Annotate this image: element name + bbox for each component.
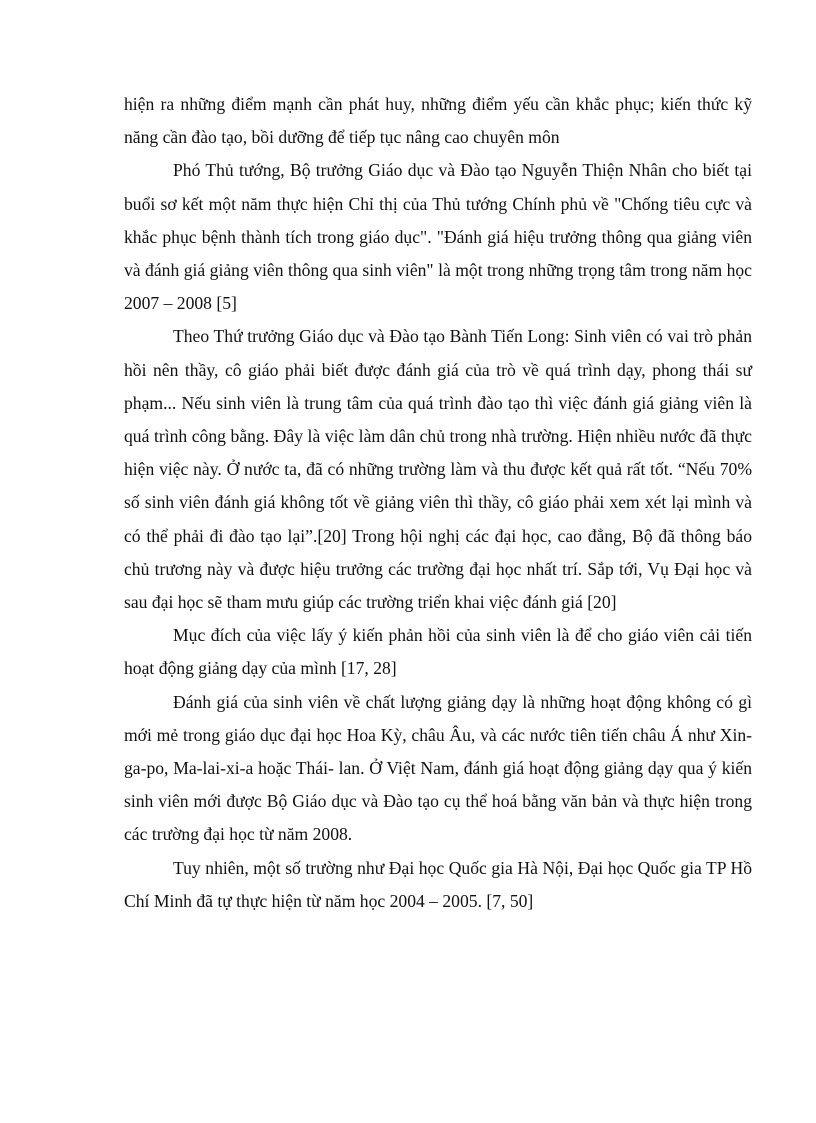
paragraph-vnu: Tuy nhiên, một số trường như Đại học Quốc gia Hà Nội, Đại học Quốc gia TP Hồ Chí Minh đã tự thực hiện từ năm học 2004 – 2005. [7, 50]	[124, 857, 752, 911]
paragraph-nguyen-thien-nhan: Phó Thủ tướng, Bộ trưởng Giáo dục và Đào tạo Nguyễn Thiện Nhân cho biết tại buổi sơ kết một năm thực hiện Chỉ thị của Thủ tướng Chính phủ về "Chống tiêu cực và khắc phục bệnh thành tích trong giáo dục". "Đánh giá hiệu trưởng thông qua giảng viên và đánh giá giảng viên thông qua sinh viên" là một trong những trọng tâm trong năm học 2007 – 2008 [5]	[124, 160, 752, 314]
paragraph-banh-tien-long: Theo Thứ trưởng Giáo dục và Đào tạo Bành Tiến Long: Sinh viên có vai trò phản hồi nên thầy, cô giáo phải biết được đánh giá của trò về quá trình dạy, phong thái sư phạm... Nếu sinh viên là trung tâm của quá trình đào tạo thì việc đánh giá giảng viên là quá trình công bằng. Đây là việc làm dân chủ trong nhà trường. Hiện nhiều nước đã thực hiện việc này. Ở nước ta, đã có những trường làm và thu được kết quả rất tốt. “Nếu 70% số sinh viên đánh giá không tốt về giảng viên thì thầy, cô giáo phải xem xét lại mình và có thể phải đi đào tạo lại”.[20] Trong hội nghị các đại học, cao đẳng, Bộ đã thông báo chủ trương này và được hiệu trưởng các trường đại học nhất trí. Sắp tới, Vụ Đại học và sau đại học sẽ tham mưu giúp các trường triển khai việc đánh giá [20]	[124, 326, 752, 613]
paragraph-purpose: Mục đích của việc lấy ý kiến phản hồi của sinh viên là để cho giáo viên cải tiến hoạt động giảng dạy của mình [17, 28]	[124, 625, 752, 679]
document-page	[124, 88, 752, 918]
paragraph-continuation: hiện ra những điểm mạnh cần phát huy, những điểm yếu cần khắc phục; kiến thức kỹ năng cần đào tạo, bồi dưỡng để tiếp tục nâng cao chuyên môn	[124, 94, 752, 148]
paragraph-international: Đánh giá của sinh viên về chất lượng giảng dạy là những hoạt động không có gì mới mẻ trong giáo dục đại học Hoa Kỳ, châu Âu, và các nước tiên tiến châu Á như Xin-ga-po, Ma-lai-xi-a hoặc Thái- lan. Ở Việt Nam, đánh giá hoạt động giảng dạy qua ý kiến sinh viên mới được Bộ Giáo dục và Đào tạo cụ thể hoá bằng văn bản và thực hiện trong các trường đại học từ năm 2008.	[124, 691, 752, 845]
